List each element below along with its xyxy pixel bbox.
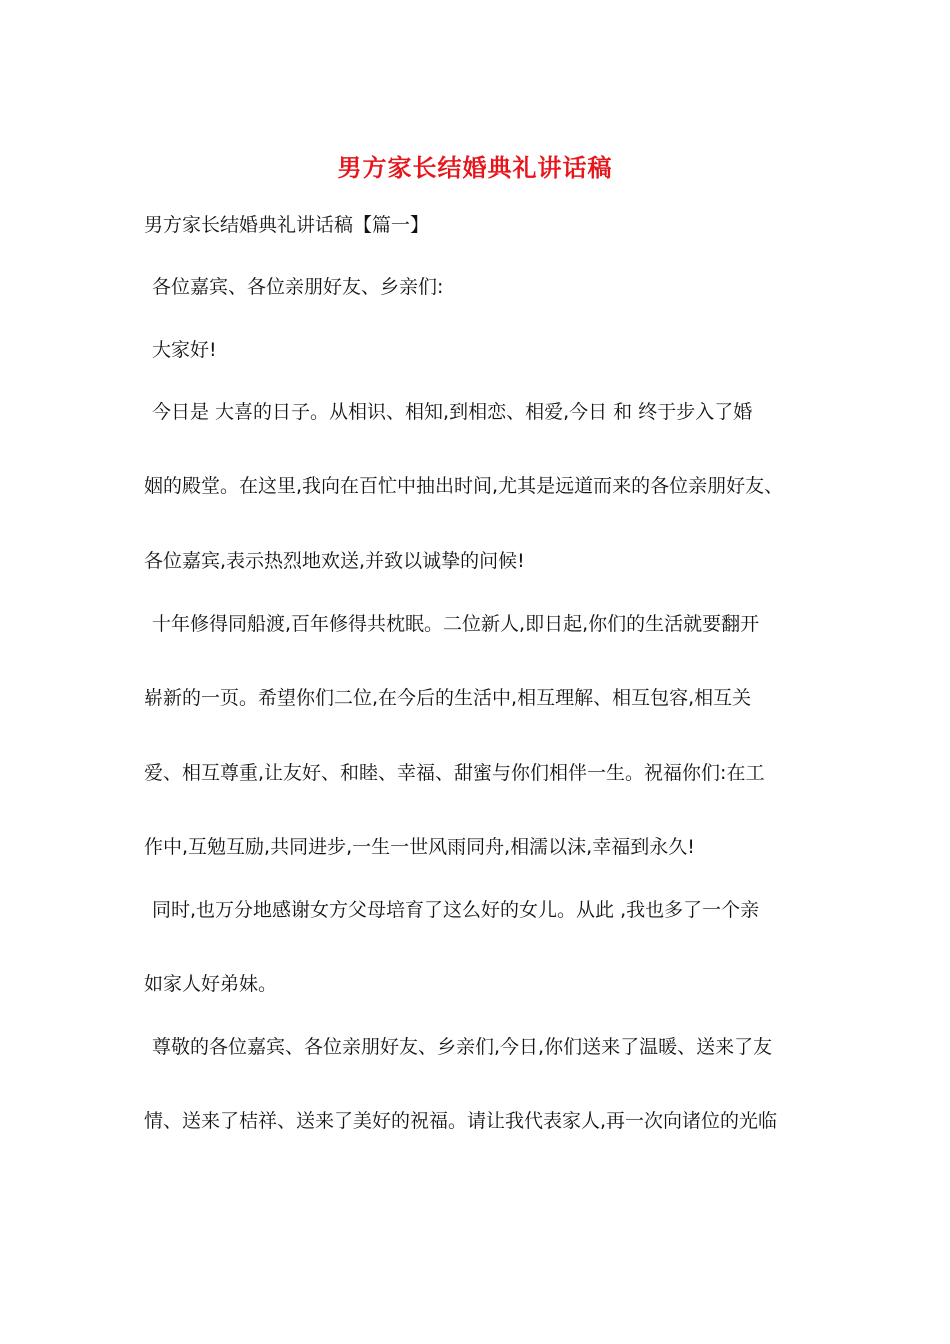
section-heading: 男方家长结婚典礼讲话稿【篇一】 [144, 214, 430, 236]
paragraph-line: 姻的殿堂。在这里,我向在百忙中抽出时间,尤其是远道而来的各位亲朋好友、 [144, 475, 784, 497]
paragraph-line: 大家好! [152, 339, 217, 361]
paragraph-line: 崭新的一页。希望你们二位,在今后的生活中,相互理解、相互包容,相互关 [144, 687, 752, 709]
paragraph-line: 今日是 大喜的日子。从相识、相知,到相恋、相爱,今日 和 终于步入了婚 [152, 401, 753, 423]
paragraph-line: 爱、相互尊重,让友好、和睦、幸福、甜蜜与你们相伴一生。祝福你们:在工 [144, 762, 765, 784]
paragraph-line: 尊敬的各位嘉宾、各位亲朋好友、乡亲们,今日,你们送来了温暖、送来了友 [152, 1036, 773, 1058]
paragraph-line: 如家人好弟妹。 [144, 973, 278, 995]
paragraph-line: 情、送来了桔祥、送来了美好的祝福。请让我代表家人,再一次向诸位的光临 [144, 1110, 778, 1132]
paragraph-line: 同时,也万分地感谢女方父母培育了这么好的女儿。从此 ,我也多了一个亲 [152, 899, 760, 921]
document-title: 男方家长结婚典礼讲话稿 [337, 153, 613, 182]
paragraph-line: 各位嘉宾、各位亲朋好友、乡亲们: [152, 276, 444, 298]
paragraph-line: 十年修得同船渡,百年修得共枕眠。二位新人,即日起,你们的生活就要翻开 [152, 613, 760, 635]
paragraph-line: 作中,互勉互励,共同进步,一生一世风雨同舟,相濡以沫,幸福到永久! [144, 836, 695, 858]
paragraph-line: 各位嘉宾,表示热烈地欢送,并致以诚挚的问候! [144, 550, 525, 572]
